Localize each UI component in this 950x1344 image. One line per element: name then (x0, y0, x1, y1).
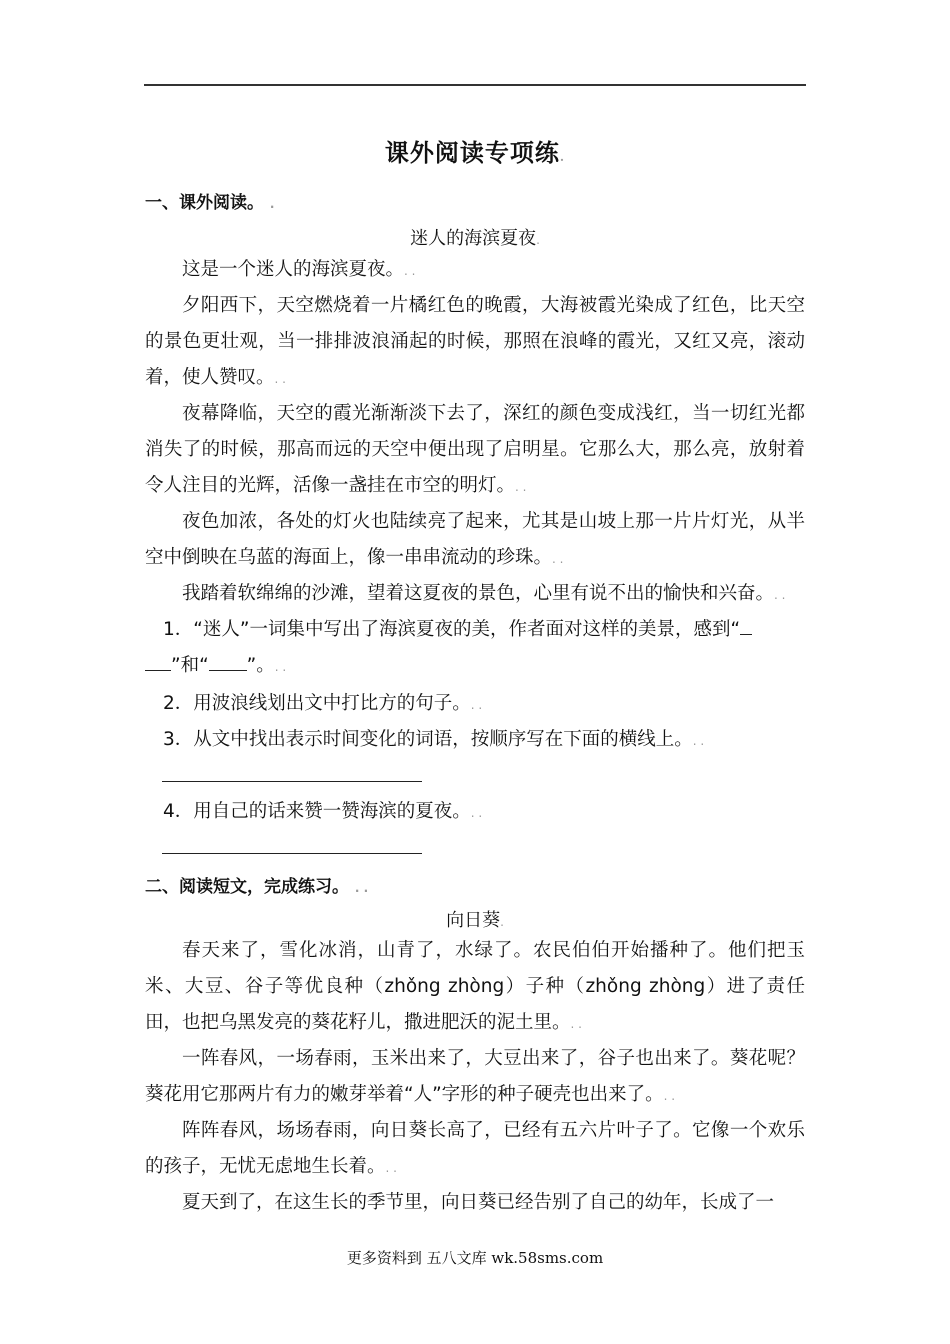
answer-line-q3[interactable] (162, 781, 422, 782)
section1-paragraph-5: 我踏着软绵绵的沙滩，望着这夏夜的景色，心里有说不出的愉快和兴奋。. . (182, 583, 786, 604)
section2-paragraph-2: 一阵春风，一场春雨，玉米出来了，大豆出来了，谷子也出来了。葵花呢？葵花用它那两片有力的嫩芽举着“人”字形的种子硬壳也出来了。. . (145, 1048, 805, 1105)
section2-paragraph-4: 夏天到了，在这生长的季节里，向日葵已经告别了自己的幼年，长成了一 (182, 1192, 775, 1213)
section2-paragraph-3: 阵阵春风，场场春雨，向日葵长高了，已经有五六片叶子了。它像一个欢乐的孩子，无忧无虑地生长着。. . (145, 1120, 805, 1177)
question-3: 3．从文中找出表示时间变化的词语，按顺序写在下面的横线上。. . (163, 729, 705, 750)
section2-paragraph-1: 春天来了，雪化冰消，山青了，水绿了。农民伯伯开始播种了。他们把玉米、大豆、谷子等优良种（zhǒng zhòng）子种（zhǒng zhòng）进了责任田，也把乌黑发亮的葵花籽儿，撒进肥沃的泥土里。. . (145, 940, 805, 1033)
section2-heading: 二、阅读短文，完成练习。 . . (145, 877, 369, 897)
question-1: 1．“迷人”一词集中写出了海滨夏夜的美，作者面对这样的美景，感到“ ”和“ ”。. . (145, 612, 805, 685)
question-4: 4．用自己的话来赞一赞海滨的夏夜。. . (163, 801, 483, 822)
page-footer: 更多资料到 五八文库 wk.58sms.com (346, 1249, 604, 1267)
answer-line-q4[interactable] (162, 853, 422, 854)
section2-passage-title: 向日葵. (446, 910, 504, 931)
section1-paragraph-4: 夜色加浓，各处的灯火也陆续亮了起来，尤其是山坡上那一片片灯光，从半空中倒映在乌蓝的海面上，像一串串流动的珍珠。. . (145, 511, 805, 568)
section1-heading: 一、课外阅读。 . (145, 193, 275, 213)
question-2: 2．用波浪线划出文中打比方的句子。. . (163, 693, 483, 714)
header-rule (144, 84, 806, 86)
section1-passage-title: 迷人的海滨夏夜. (410, 228, 540, 249)
section1-paragraph-2: 夕阳西下，天空燃烧着一片橘红色的晚霞，大海被霞光染成了红色，比天空的景色更壮观，当一排排波浪涌起的时候，那照在浪峰的霞光，又红又亮，滚动着，使人赞叹。. . (145, 295, 805, 388)
section1-paragraph-1: 这是一个迷人的海滨夏夜。. . (182, 259, 416, 280)
page-title: 课外阅读专项练. (384, 138, 566, 167)
section1-paragraph-3: 夜幕降临，天空的霞光渐渐淡下去了，深红的颜色变成浅红，当一切红光都消失了的时候，那高而远的天空中便出现了启明星。它那么大，那么亮，放射着令人注目的光辉，活像一盏挂在市空的明灯。. . (145, 403, 805, 496)
